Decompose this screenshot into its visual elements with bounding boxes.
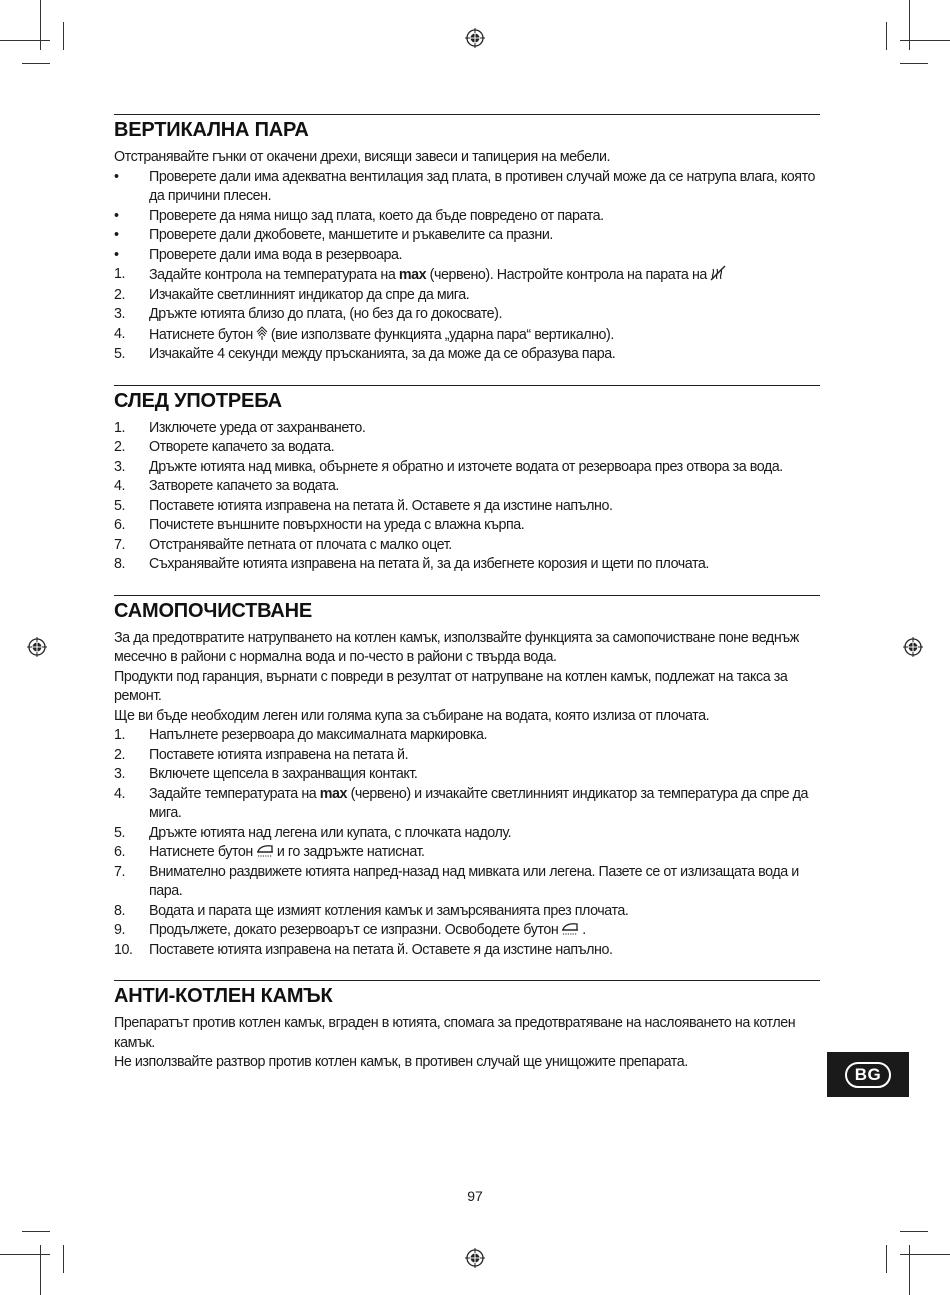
crop-mark [0, 1254, 50, 1255]
crop-mark [900, 1254, 950, 1255]
step-item [114, 824, 820, 844]
step-number: 8. [114, 902, 126, 919]
bullet-marker: • [114, 227, 119, 243]
step-text: Съхранявайте ютията изправена на петата й, за да избегнете корозия и щети по плочата. [149, 556, 709, 572]
step-text: Водата и парата ще измият котления камък и замърсяванията през плочата. [149, 902, 629, 919]
step-text: Продължете, докато резервоарът се изпразни. Освободете бутон [149, 922, 559, 938]
step-text: (червено) и изчакайте светлинният индикатор за температура да спре да мига. [149, 785, 809, 821]
bullet-item [114, 246, 820, 266]
step-item [114, 265, 820, 286]
step-text: Отстранявайте петната от плочата с малко оцет. [149, 536, 452, 553]
step-text: Изчакайте 4 секунди между пръсканията, за да може да се образува пара. [149, 346, 616, 362]
crop-mark [886, 1245, 887, 1273]
steps-list [114, 726, 820, 960]
step-number: 10. [114, 941, 133, 958]
step-text: Задайте контрола на температурата на [149, 267, 399, 283]
registration-mark-icon [27, 637, 47, 657]
bullet-item [114, 168, 820, 207]
page-number: 97 [467, 1188, 483, 1204]
bullet-text: Проверете дали джобовете, маншетите и ръкавелите са празни. [149, 227, 553, 243]
step-text: Изключете уреда от захранването. [149, 419, 366, 436]
crop-mark [40, 1245, 41, 1295]
crop-mark [22, 63, 50, 64]
step-text: и го задръжте натиснат. [276, 844, 425, 860]
step-item [114, 345, 820, 365]
step-number: 5. [114, 497, 126, 514]
step-text: Напълнете резервоара до максималната маркировка. [149, 727, 488, 743]
step-text: (вие използвате функцията „ударна пара“ вертикално). [270, 326, 614, 343]
bullet-item [114, 226, 820, 246]
step-number: 4. [114, 325, 126, 342]
step-text: Натиснете бутон [149, 326, 253, 343]
bullet-text: Проверете дали има вода в резервоара. [149, 246, 402, 263]
step-item [114, 286, 820, 306]
step-text: Поставете ютията изправена на петата й. Оставете я да изстине напълно. [149, 497, 613, 514]
step-item [114, 765, 820, 785]
step-number: 6. [114, 517, 126, 533]
step-number: 4. [114, 785, 126, 802]
step-number: 2. [114, 286, 126, 303]
step-number: 3. [114, 766, 126, 782]
step-item [114, 555, 820, 575]
section-title: САМОПОЧИСТВАНЕ [114, 599, 313, 622]
section-paragraph: Препаратът против котлен камък, вграден в ютията, спомага за предотвратяване на наслояването на котлен камък. [114, 1015, 796, 1051]
crop-mark [900, 40, 950, 41]
registration-mark-icon [465, 1248, 485, 1268]
step-text: Отворете капачето за водата. [149, 439, 335, 455]
step-number: 2. [114, 439, 126, 455]
step-text: Включете щепсела в захранващия контакт. [149, 766, 418, 782]
step-text: Почистете външните повърхности на уреда с влажна кърпа. [149, 517, 525, 533]
bullet-item [114, 207, 820, 227]
bullet-marker: • [114, 246, 119, 263]
bullet-marker: • [114, 207, 119, 224]
step-text: (червено). Настройте контрола на парата на [426, 267, 707, 283]
section-title: ВЕРТИКАЛНА ПАРА [114, 119, 309, 141]
step-item [114, 419, 820, 439]
step-item [114, 536, 820, 556]
section-paragraph: Продукти под гаранция, върнати с повреди в резултат от натрупване на котлен камък, подлежат на такса за ремонт. [114, 668, 788, 704]
step-number: 8. [114, 556, 126, 572]
crop-mark [22, 1231, 50, 1232]
step-number: 1. [114, 727, 126, 743]
crop-mark [900, 1231, 928, 1232]
step-text: Дръжте ютията над легена или купата, с плочката надолу. [149, 824, 512, 841]
registration-mark-icon [903, 637, 923, 657]
step-item [114, 843, 820, 863]
step-text: Поставете ютията изправена на петата й. [149, 746, 409, 763]
step-item [114, 921, 820, 941]
step-number: 5. [114, 346, 126, 362]
crop-mark [63, 22, 64, 50]
self-clean-icon [255, 844, 275, 858]
step-number: 1. [114, 419, 126, 436]
language-badge-label: BG [845, 1062, 892, 1088]
step-item [114, 516, 820, 536]
section-paragraph: Ще ви бъде необходим леген или голяма купа за събиране на водата, която излиза от плочата. [114, 707, 710, 724]
step-text: Задайте температурата на [149, 785, 320, 802]
step-item [114, 458, 820, 478]
step-text: Затворете капачето за водата. [149, 478, 339, 494]
crop-mark [63, 1245, 64, 1273]
step-item [114, 941, 820, 961]
step-item [114, 863, 820, 902]
bullet-text: Проверете дали има адекватна вентилация зад плата, в противен случай може да се натрупа влага, която да причини плесен. [149, 168, 816, 204]
step-number: 7. [114, 536, 126, 553]
self-clean-icon [560, 922, 580, 936]
bullet-list [114, 168, 820, 266]
step-number: 1. [114, 266, 126, 282]
section-title: АНТИ-КОТЛЕН КАМЪК [114, 985, 333, 1007]
step-item [114, 902, 820, 922]
step-number: 5. [114, 824, 126, 841]
step-number: 3. [114, 458, 126, 475]
crop-mark [0, 40, 50, 41]
section-anti-calc [114, 980, 820, 1073]
crop-mark [886, 22, 887, 50]
crop-mark [909, 0, 910, 50]
section-vertical-steam [114, 114, 820, 365]
step-number: 9. [114, 922, 126, 938]
step-item [114, 746, 820, 766]
registration-mark-icon [465, 28, 485, 48]
bullet-text: Проверете да няма нищо зад плата, което да бъде повредено от парата. [149, 207, 604, 224]
step-number: 2. [114, 746, 126, 763]
step-item [114, 305, 820, 325]
step-item [114, 477, 820, 497]
crop-mark [40, 0, 41, 50]
step-text: Поставете ютията изправена на петата й. Оставете я да изстине напълно. [149, 941, 613, 958]
step-number: 7. [114, 863, 126, 880]
steam-burst-icon [255, 325, 269, 341]
steps-list [114, 265, 820, 365]
section-paragraph: За да предотвратите натрупването на котлен камък, използвайте функцията за самопочистване поне веднъж месечно в райони с нормална вода и по-често в райони с твърда вода. [114, 629, 799, 665]
step-item [114, 726, 820, 746]
step-text: Дръжте ютията над мивка, обърнете я обратно и източете водата от резервоара през отвора за вода. [149, 458, 783, 475]
section-after-use [114, 385, 820, 575]
step-item [114, 785, 820, 824]
crop-mark [909, 1245, 910, 1295]
step-text: Внимателно раздвижете ютията напред-назад над мивката или легена. Пазете се от излизащата вода и пара. [149, 863, 799, 899]
section-paragraph: Не използвайте разтвор против котлен камък, в противен случай ще унищожите препарата. [114, 1054, 688, 1070]
step-number: 4. [114, 478, 126, 494]
steps-list [114, 419, 820, 575]
section-title: СЛЕД УПОТРЕБА [114, 389, 282, 412]
step-text: Натиснете бутон [149, 844, 253, 860]
step-bold-text: max [398, 267, 427, 283]
step-item [114, 497, 820, 517]
step-item [114, 325, 820, 346]
crop-mark [900, 63, 928, 64]
step-bold-text: max [319, 785, 348, 802]
manual-content [114, 114, 820, 1073]
bullet-marker: • [114, 168, 119, 185]
no-steam-icon [709, 265, 727, 281]
step-number: 6. [114, 844, 126, 860]
section-self-clean [114, 595, 820, 961]
step-number: 3. [114, 306, 126, 322]
language-badge [827, 1052, 909, 1097]
section-intro: Отстранявайте гънки от окачени дрехи, висящи завеси и тапицерия на мебели. [114, 149, 611, 165]
step-text: . [582, 922, 586, 938]
step-text: Изчакайте светлинният индикатор да спре да мига. [149, 286, 470, 303]
step-item [114, 438, 820, 458]
step-text: Дръжте ютията близо до плата, (но без да го докосвате). [149, 306, 502, 322]
